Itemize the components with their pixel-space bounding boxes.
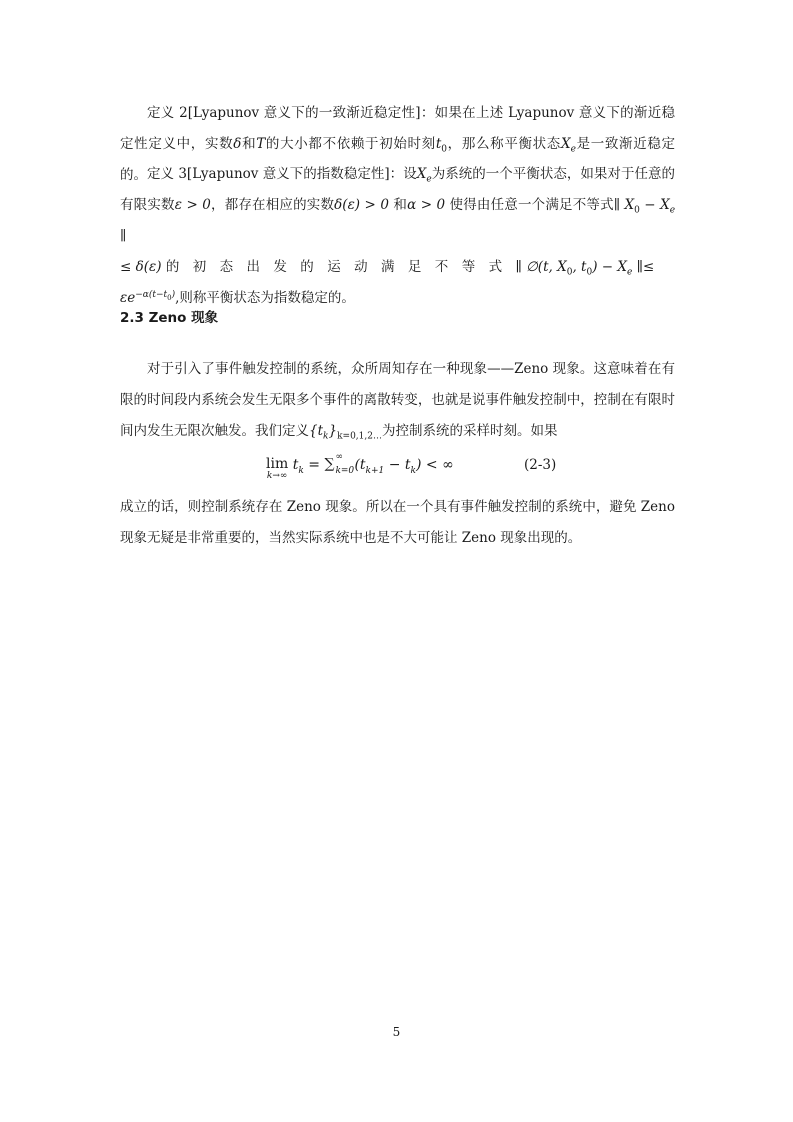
zeno-paragraph-2: 成立的话，则控制系统存在 Zeno 现象。所以在一个具有事件触发控制的系统中，避免 Zeno 现象无疑是非常重要的，当然实际系统中也是不大可能让 Zeno 现象出现的。 — [120, 499, 675, 546]
equation-body: lim k→∞ $t_k$ = ∑ ∞ k=0 $(t_{k+1} - t_k)$ < ∞ — [266, 452, 454, 481]
spread-text: 的初态出发的运动满足不等式 — [165, 259, 516, 275]
equation-number: (2-3) — [524, 457, 557, 473]
definition-3-paragraph: 定义 3[Lyapunov 意义下的指数稳定性]：设$X_e$为系统的一个平衡状态，如果对于任意的有限实数ε > 0，都存在相应的实数δ(ε) > 0 和α > 0 使得由任意一个满足不等式∥ $X_0 - X_e$ ∥ ≤ δ(ε) 的初态出发的运动满足不等式∥ ∅(t, $X_0$, $t_0) - X_e$ ∥≤ $\varepsilon e^{-\alpha(t-t_0)}$,则称平衡状态为指数稳定的。 — [120, 166, 676, 306]
summation-operator: ∑ ∞ k=0 — [324, 452, 355, 476]
zeno-paragraph-1: 对于引入了事件触发控制的系统，众所周知存在一种现象——Zeno 现象。这意味着在有限的时间段内系统会发生无限多个事件的离散转变，也就是说事件触发控制中，控制在有限时间内发生无限次触发。我们定义$\{t_k\}_{k=0,1,2\dots}$为控制系统的采样时刻。如果 — [120, 361, 675, 442]
definition-3-label: 定义 3[Lyapunov 意义下的指数稳定性]： — [147, 166, 404, 182]
equation-2-3 — [0, 452, 793, 491]
section-heading: 2.3 Zeno 现象 — [120, 310, 219, 326]
limit-operator: lim k→∞ — [266, 456, 289, 481]
page-number: 5 — [392, 1025, 401, 1039]
definition-2-paragraph: 定义 2[Lyapunov 意义下的一致渐近稳定性]：如果在上述 Lyapunov 意义下的渐近稳定性定义中，实数δ和T的大小都不依赖于初始时刻$t_0$，那么称平衡状态$X_e$是一致渐近稳定的。 — [120, 105, 676, 183]
definition-2-label: 定义 2[Lyapunov 意义下的一致渐近稳定性]： — [147, 105, 435, 121]
